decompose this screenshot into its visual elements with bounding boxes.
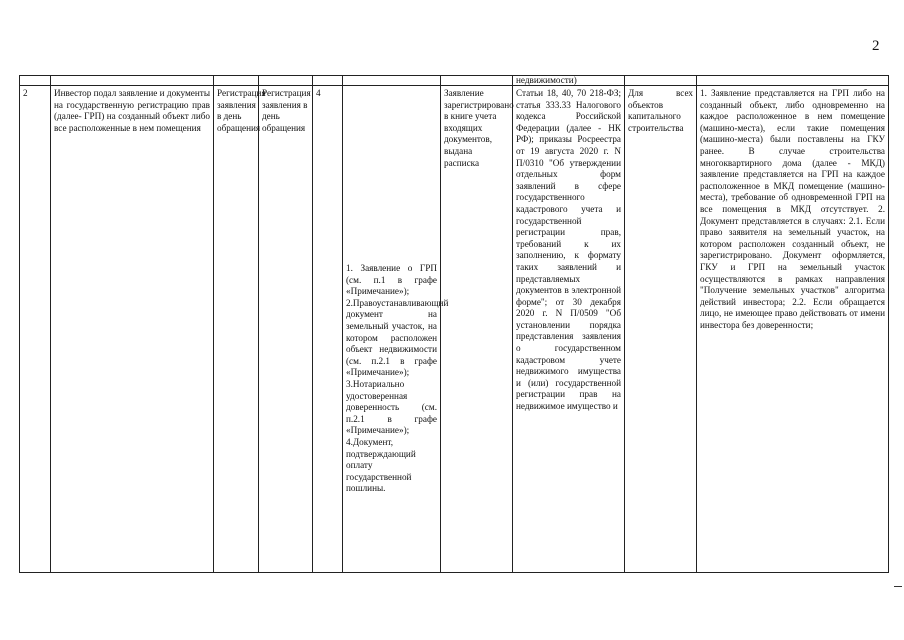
cell bbox=[441, 76, 513, 86]
table-row bbox=[20, 86, 889, 573]
cell bbox=[343, 76, 441, 86]
cell-legal-continuation: недвижимости) bbox=[513, 76, 625, 86]
document-table bbox=[19, 75, 889, 573]
page-edge-mark bbox=[894, 586, 902, 587]
row-number: 2 bbox=[20, 86, 51, 573]
cell bbox=[625, 76, 697, 86]
step-action: Регистрация заявления в день обращения bbox=[214, 86, 259, 573]
cell bbox=[20, 76, 51, 86]
scope: Для всех объектов капитального строительства bbox=[625, 86, 697, 573]
table-row-continuation bbox=[20, 76, 889, 86]
note: 1. Заявление представляется на ГРП либо на созданный объект, либо одновременно на каждое расположенное в нем помещение (машино-места), если такие помещения (машино-места) были поставлены на ГКУ ранее. В случае строительства многоквартирного дома (далее - МКД) заявление представляется на ГРП на каждое расположенное в МКД помещение (машино-места), требование об одновременной ГРП на все помещения в МКД отсутствует. 2. Документ представляется в случаях: 2.1. Если право заявителя на земельный участок, на котором расположен созданный объект, не зарегистрировано. Документ оформляется, ГКУ и ГРП на земельный участок осуществляются в рамках направления "Получение земельных участков" алгоритма действий инвестора; 2.2. Если обращается лицо, не имеющее право действовать от имени инвестора без доверенности; bbox=[697, 86, 889, 573]
cell bbox=[259, 76, 313, 86]
step-result: Регистрация заявления в день обращения bbox=[259, 86, 313, 573]
cell bbox=[214, 76, 259, 86]
cell bbox=[313, 76, 343, 86]
result-cell: Заявление зарегистрировано в книге учета входящих документов, выдана расписка bbox=[441, 86, 513, 573]
documents-text: 1. Заявление о ГРП (см. п.1 в графе «Примечание»); 2.Правоустанавливающий документ на земельный участок, на котором расположен объект недвижимости (см. п.2.1 в графе «Примечание»); 3.Нотариально удостоверенная доверенность (см. п.2.1 в графе «Примечание»); 4.Документ, подтверждающий оплату государственной пошлины. bbox=[346, 263, 449, 494]
page-number: 2 bbox=[872, 38, 880, 54]
legal-basis: Статьи 18, 40, 70 218-ФЗ; статья 333.33 Налогового кодекса Российской Федерации (далее - НК РФ); приказы Росреестра от 19 августа 2020 г. N П/0310 "Об утверждении отдельных форм заявлений в сфере государственного кадастрового учета и государственной регистрации прав, требований к их заполнению, к формату таких заявлений и представляемых документов в электронной форме"; от 30 декабря 2020 г. N П/0509 "Об установлении порядка представления заявления о государственном кадастровом учете недвижимого имущества и (или) государственной регистрации прав на недвижимое имущество и bbox=[513, 86, 625, 573]
step-description: Инвестор подал заявление и документы на государственную регистрацию прав (далее- ГРП) на созданный объект либо все расположенные в нем помещения bbox=[51, 86, 214, 573]
cell bbox=[697, 76, 889, 86]
documents-list bbox=[343, 86, 449, 573]
cell bbox=[51, 76, 214, 86]
step-duration: 4 bbox=[313, 86, 343, 573]
